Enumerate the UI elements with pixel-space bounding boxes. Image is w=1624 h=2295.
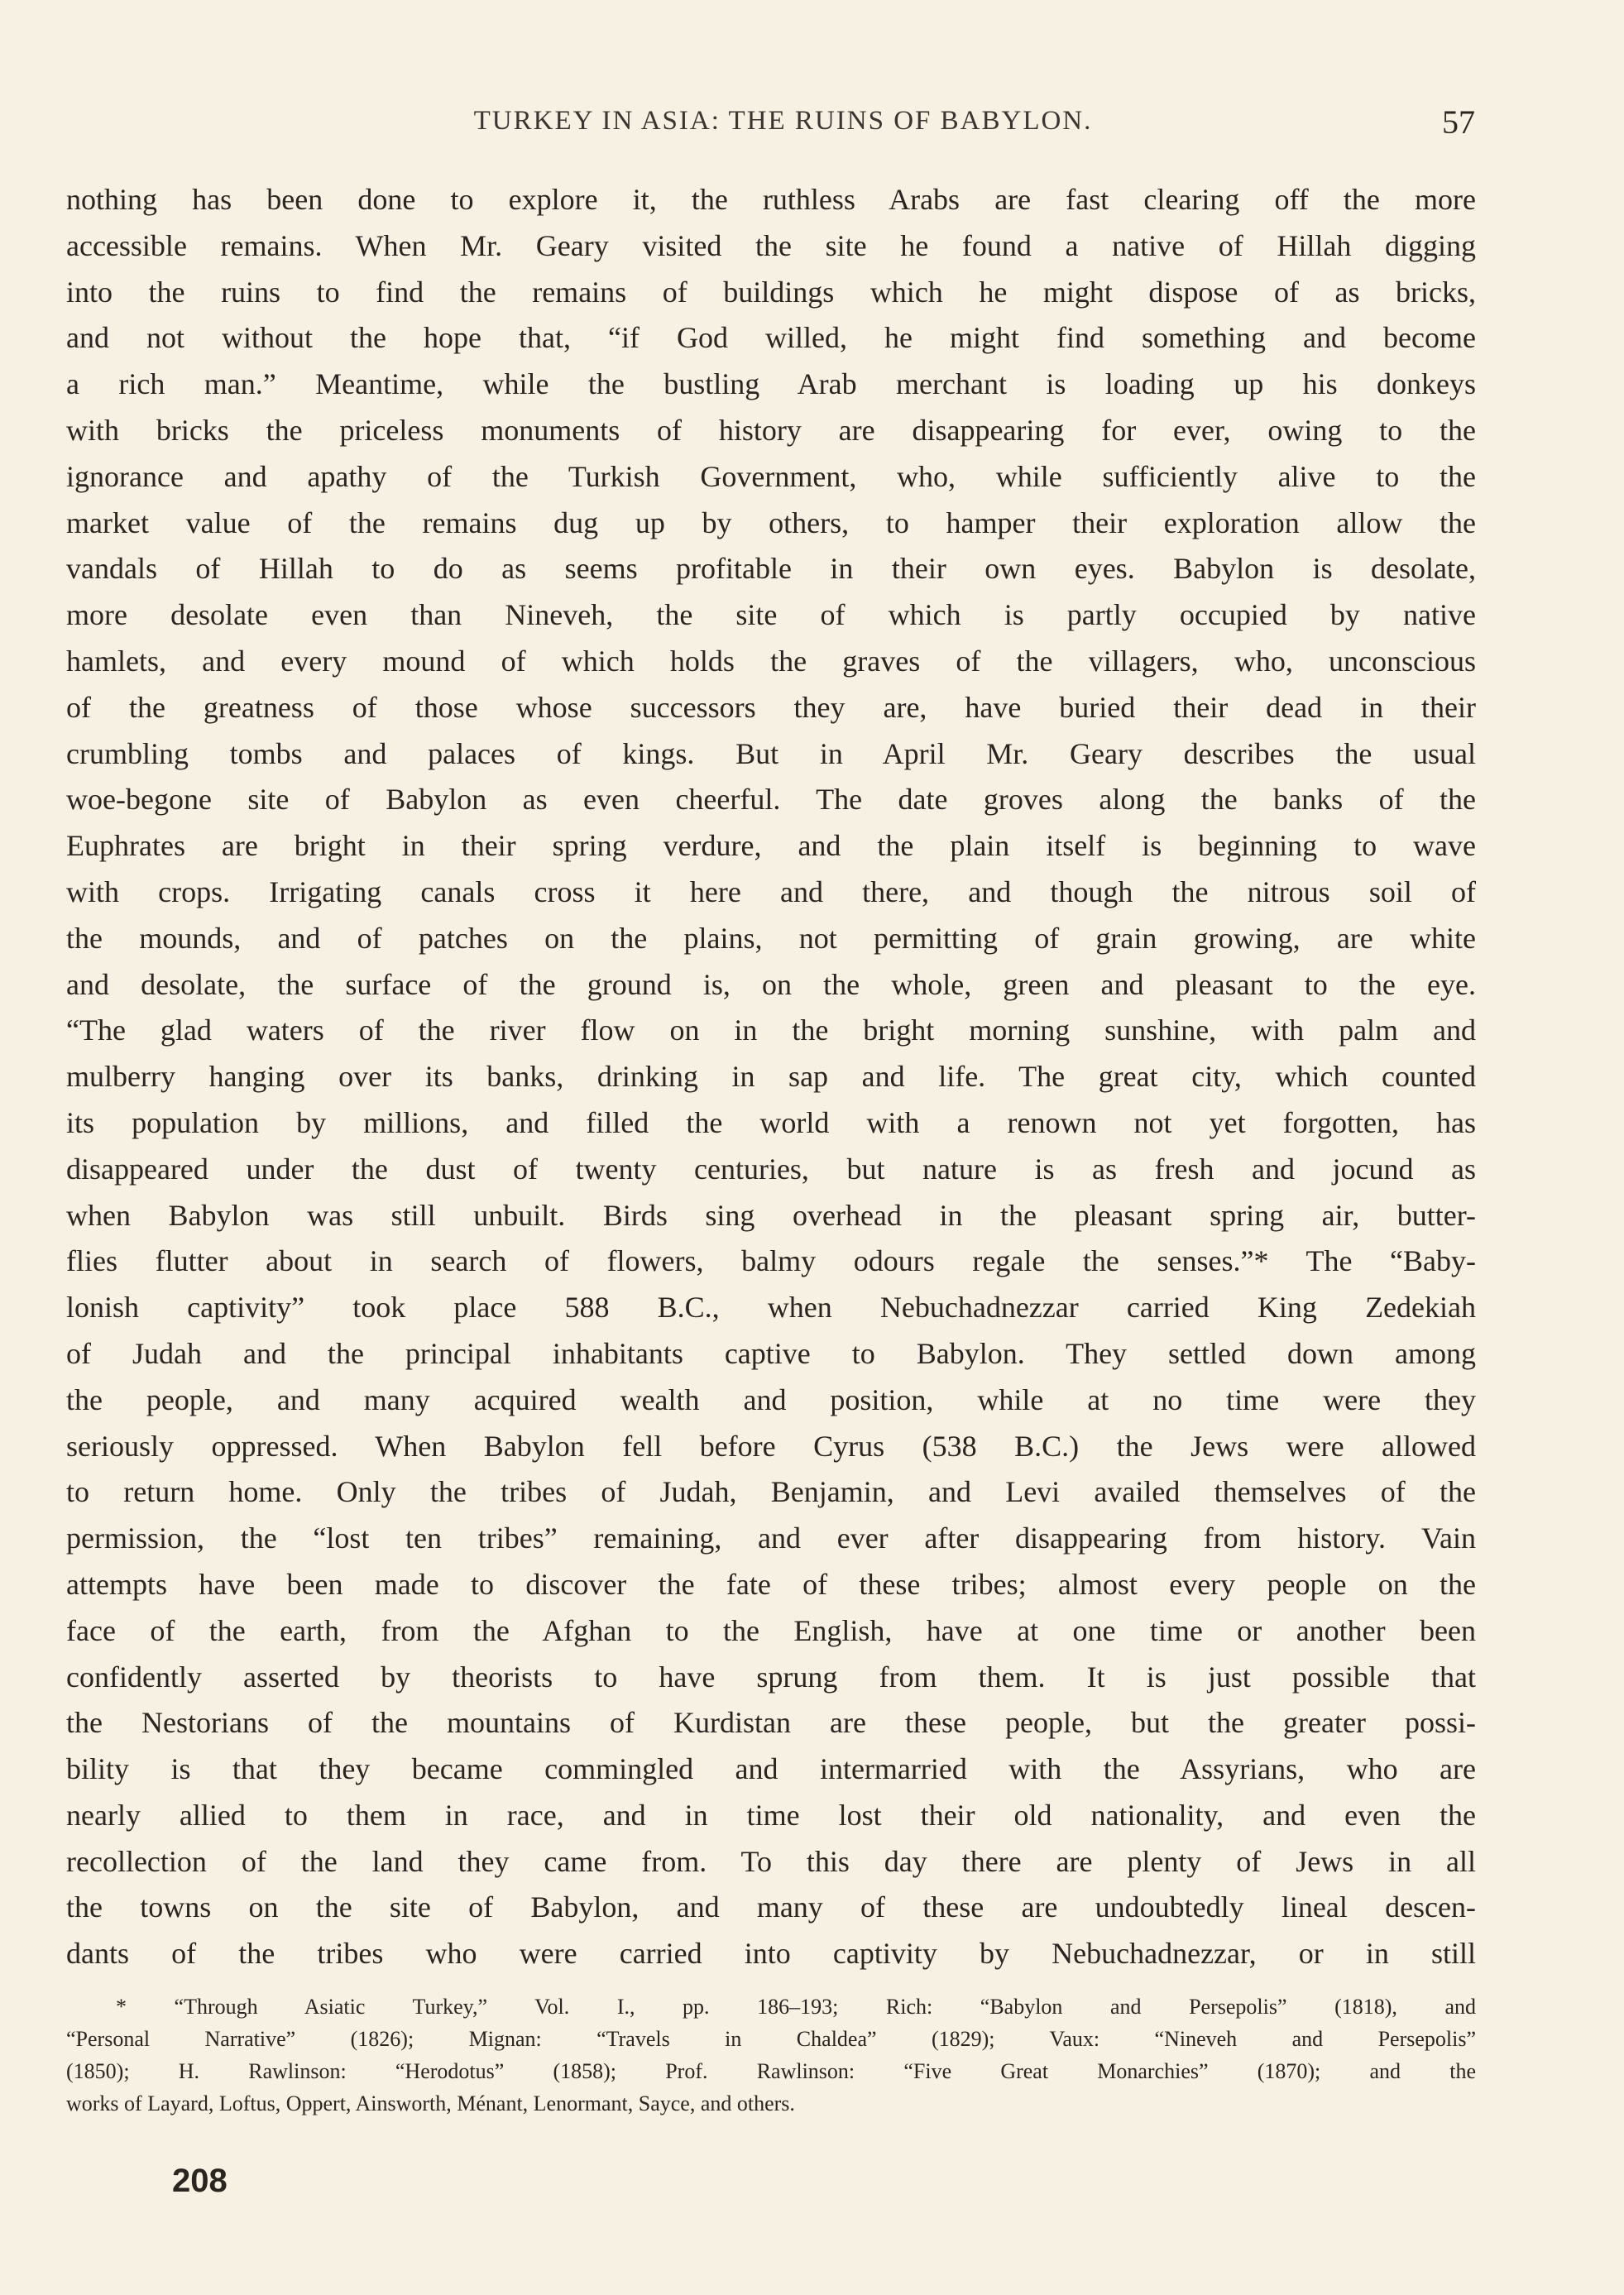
footnote-line: works of Layard, Loftus, Oppert, Ainsworth, Ménant, Lenormant, Sayce, and others.	[66, 2091, 795, 2115]
text-line: recollection of the land they came from. To this day there are plenty of Jews in all	[66, 1844, 1476, 1878]
text-line: the towns on the site of Babylon, and many of these are undoubtedly lineal descen-	[66, 1890, 1476, 1924]
footnote-line: * “Through Asiatic Turkey,” Vol. I., pp. 186–193; Rich: “Babylon and Persepolis” (1818), and	[116, 1995, 1476, 2019]
page-number: 57	[1442, 103, 1475, 141]
text-line: and not without the hope that, “if God willed, he might find something and become	[66, 321, 1476, 355]
text-line: woe-begone site of Babylon as even cheerful. The date groves along the banks of the	[66, 783, 1476, 817]
text-line: into the ruins to find the remains of buildings which he might dispose of as bricks,	[66, 275, 1476, 309]
text-line: permission, the “lost ten tribes” remaining, and ever after disappearing from history. Vain	[66, 1521, 1476, 1555]
text-line: of Judah and the principal inhabitants captive to Babylon. They settled down among	[66, 1336, 1476, 1370]
text-line: a rich man.” Meantime, while the bustling Arab merchant is loading up his donkeys	[66, 367, 1476, 401]
text-line: its population by millions, and filled the world with a renown not yet forgotten, has	[66, 1105, 1476, 1139]
text-line: seriously oppressed. When Babylon fell before Cyrus (538 B.C.) the Jews were allowed	[66, 1429, 1476, 1463]
text-line: flies flutter about in search of flowers, balmy odours regale the senses.”* The “Baby-	[66, 1244, 1476, 1278]
text-line: crumbling tombs and palaces of kings. But in April Mr. Geary describes the usual	[66, 736, 1476, 770]
text-line: more desolate even than Nineveh, the site of which is partly occupied by native	[66, 598, 1476, 632]
running-title: TURKEY IN ASIA: THE RUINS OF BABYLON.	[473, 106, 1093, 136]
text-line: attempts have been made to discover the fate of these tribes; almost every people on the	[66, 1567, 1476, 1601]
footnotes	[66, 1991, 1476, 2120]
text-line: of the greatness of those whose successors they are, have buried their dead in their	[66, 690, 1476, 724]
text-line: the mounds, and of patches on the plains, not permitting of grain growing, are white	[66, 921, 1476, 955]
text-line: “The glad waters of the river flow on in the bright morning sunshine, with palm and	[66, 1013, 1476, 1047]
text-line: to return home. Only the tribes of Judah, Benjamin, and Levi availed themselves of the	[66, 1475, 1476, 1509]
footnote-line: (1850); H. Rawlinson: “Herodotus” (1858); Prof. Rawlinson: “Five Great Monarchies” (1870); and the	[66, 2059, 1476, 2083]
text-line: face of the earth, from the Afghan to the English, have at one time or another been	[66, 1613, 1476, 1647]
text-line: nothing has been done to explore it, the ruthless Arabs are fast clearing off the more	[66, 183, 1476, 216]
text-line: Euphrates are bright in their spring verdure, and the plain itself is beginning to wave	[66, 829, 1476, 863]
text-line: mulberry hanging over its banks, drinking in sap and life. The great city, which counted	[66, 1060, 1476, 1094]
text-line: with crops. Irrigating canals cross it here and there, and though the nitrous soil of	[66, 874, 1476, 908]
text-line: ignorance and apathy of the Turkish Government, who, while sufficiently alive to the	[66, 459, 1476, 493]
text-line: vandals of Hillah to do as seems profitable in their own eyes. Babylon is desolate,	[66, 552, 1476, 586]
text-line: and desolate, the surface of the ground is, on the whole, green and pleasant to the eye.	[66, 967, 1476, 1001]
text-line: with bricks the priceless monuments of history are disappearing for ever, owing to the	[66, 413, 1476, 447]
signature-mark: 208	[172, 2163, 228, 2199]
text-line: lonish captivity” took place 588 B.C., when Nebuchadnezzar carried King Zedekiah	[66, 1291, 1476, 1325]
text-line: dants of the tribes who were carried into captivity by Nebuchadnezzar, or in still	[66, 1937, 1476, 1971]
text-line: nearly allied to them in race, and in time lost their old nationality, and even the	[66, 1798, 1476, 1832]
text-line: bility is that they became commingled and intermarried with the Assyrians, who are	[66, 1752, 1476, 1786]
text-line: the Nestorians of the mountains of Kurdistan are these people, but the greater possi-	[66, 1706, 1476, 1740]
body-text	[66, 177, 1476, 1977]
text-line: hamlets, and every mound of which holds the graves of the villagers, who, unconscious	[66, 644, 1476, 678]
text-line: disappeared under the dust of twenty centuries, but nature is as fresh and jocund as	[66, 1152, 1476, 1186]
running-head	[91, 103, 1475, 142]
text-line: market value of the remains dug up by others, to hamper their exploration allow the	[66, 505, 1476, 539]
text-line: the people, and many acquired wealth and position, while at no time were they	[66, 1382, 1476, 1416]
text-line: accessible remains. When Mr. Geary visited the site he found a native of Hillah digging	[66, 228, 1476, 262]
footnote-line: “Personal Narrative” (1826); Mignan: “Travels in Chaldea” (1829); Vaux: “Nineveh and Persepolis”	[66, 2027, 1476, 2051]
text-line: when Babylon was still unbuilt. Birds sing overhead in the pleasant spring air, butter-	[66, 1198, 1476, 1232]
text-line: confidently asserted by theorists to have sprung from them. It is just possible that	[66, 1660, 1476, 1694]
